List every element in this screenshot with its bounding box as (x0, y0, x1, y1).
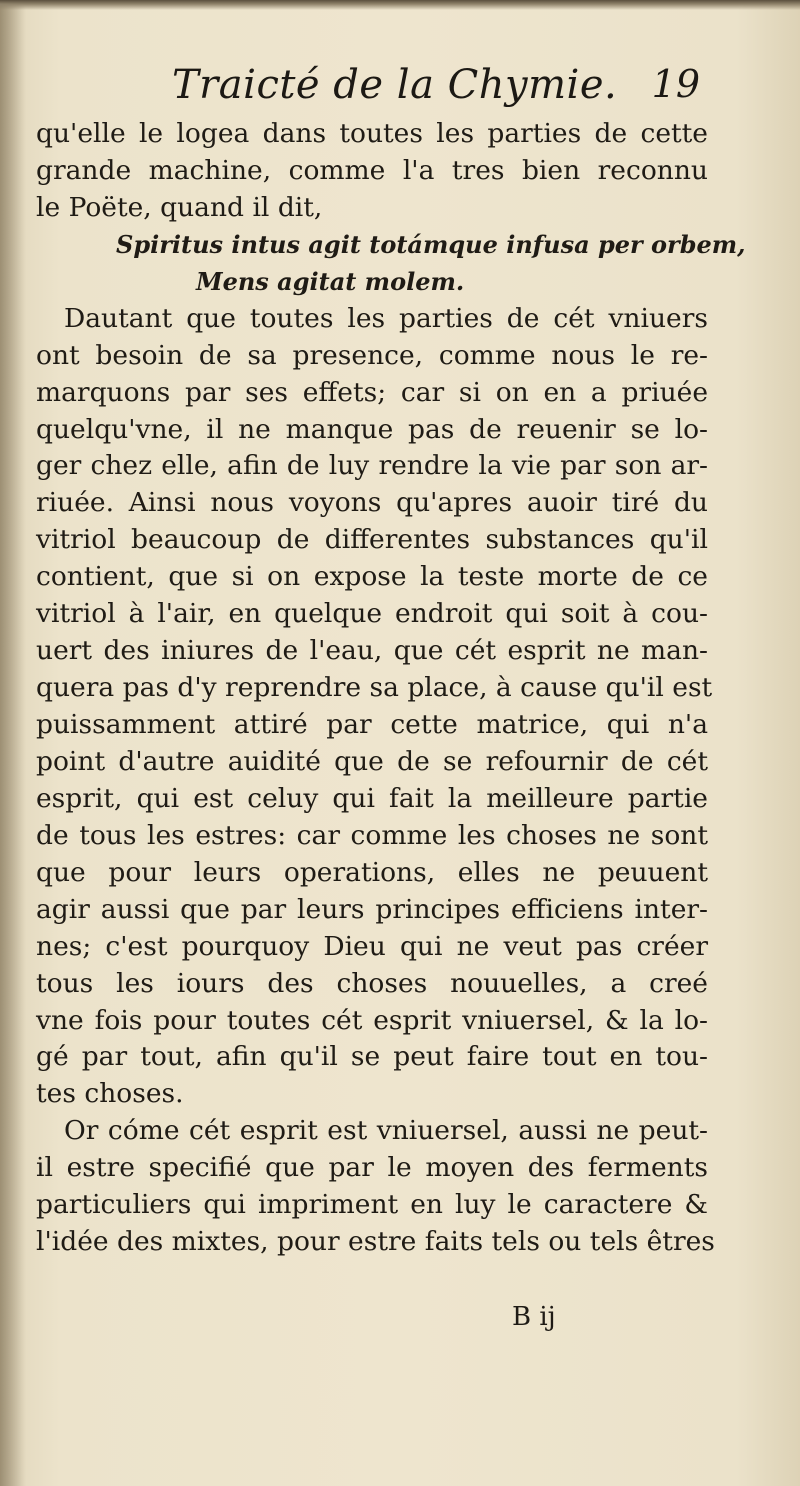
page-top-edge (0, 0, 800, 10)
text-line: contient, que si on expose la teste morte de ce (36, 561, 708, 593)
text-line: que pour leurs operations, elles ne peuuent (36, 856, 708, 888)
gutter-shadow (0, 0, 26, 1486)
text-line: point d'autre auidité que de se refournir de cét (36, 745, 708, 777)
text-line: particuliers qui impriment en luy le caractere & (36, 1189, 708, 1221)
text-line: l'idée des mixtes, pour estre faits tels ou tels êtres (36, 1226, 715, 1258)
text-line: il estre specifié que par le moyen des ferments (36, 1152, 708, 1184)
text-line: ger chez elle, afin de luy rendre la vie par son ar- (36, 450, 708, 482)
text-line: uert des iniures de l'eau, que cét esprit ne man- (36, 635, 708, 667)
text-line: agir aussi que par leurs principes efficiens inter- (36, 893, 708, 925)
text-line: nes; c'est pourquoy Dieu qui ne veut pas créer (36, 930, 708, 962)
verse-quote-line: Mens agitat molem. (196, 266, 465, 296)
text-line: quelqu'vne, il ne manque pas de reuenir se lo- (36, 413, 708, 445)
text-line: riuée. Ainsi nous voyons qu'apres auoir tiré du (36, 487, 708, 519)
text-line: puissamment attiré par cette matrice, qui n'a (36, 709, 708, 740)
verse-quote-line: Spiritus intus agit totámque infusa per orbem, (116, 229, 746, 259)
text-line: le Poëte, quand il dit, (36, 191, 323, 223)
text-line: quera pas d'y reprendre sa place, à cause qu'il est (36, 672, 713, 704)
page-header (40, 62, 700, 122)
text-line: grande machine, comme l'a tres bien reconnu (36, 154, 708, 186)
paragraph-start-line: Dautant que toutes les parties de cét vniuers (64, 302, 708, 334)
text-line: tes choses. (36, 1078, 184, 1110)
text-line: esprit, qui est celuy qui fait la meilleure partie (36, 782, 708, 814)
signature-mark: B ij (512, 1302, 556, 1332)
text-line: vne fois pour toutes cét esprit vniuersel, & la lo- (36, 1004, 708, 1036)
text-line: gé par tout, afin qu'il se peut faire tout en tou- (36, 1041, 708, 1073)
text-line: de tous les estres: car comme les choses ne sont (36, 819, 708, 851)
text-line: ont besoin de sa presence, comme nous le re- (36, 339, 708, 371)
text-line: tous les iours des choses nouuelles, a creé (36, 967, 708, 999)
page-number: 19 (651, 62, 700, 106)
text-line: vitriol à l'air, en quelque endroit qui soit à cou- (36, 598, 708, 630)
text-line: vitriol beaucoup de differentes substances qu'il (36, 524, 708, 556)
text-line: qu'elle le logea dans toutes les parties de cette (36, 118, 708, 149)
running-title: Traicté de la Chymie. (172, 62, 618, 108)
paragraph-start-line: Or cóme cét esprit est vniuersel, aussi ne peut- (64, 1115, 708, 1147)
body-text (36, 116, 746, 1261)
text-line: marquons par ses effets; car si on en a priuée (36, 376, 708, 408)
